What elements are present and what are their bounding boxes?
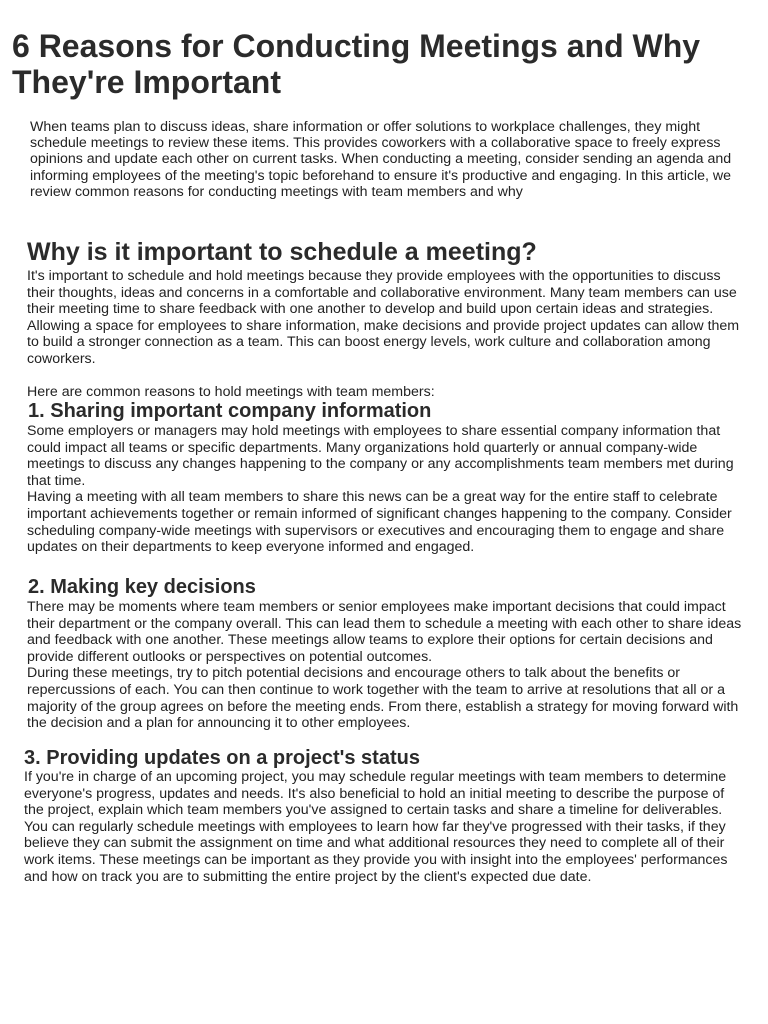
reason-1-paragraph-1: Some employers or managers may hold meetings with employees to share essential company information that could impact all teams or specific departments. Many organizations hold quarterly or annual company-wide meetings to discuss any changes happening to the company or any accomplishments team members met during that time. [27, 423, 734, 489]
article-title: 6 Reasons for Conducting Meetings and Why They're Important [12, 28, 701, 100]
reason-2-paragraph-2: During these meetings, try to pitch potential decisions and encourage others to talk about the benefits or repercussions of each. You can then continue to work together with the team to arrive at resolutions that all or a majority of the group agrees on before the meeting ends. From there, establish a strategy for moving forward with the decision and a plan for announcing it to other employees. [27, 665, 739, 732]
reasons-lead-in: Here are common reasons to hold meetings with team members: [27, 384, 435, 401]
reason-3-body [24, 769, 746, 885]
why-section-body [27, 268, 745, 401]
reason-2-paragraph-1: There may be moments where team members or senior employees make important decisions that could impact their department or the company overall. This can lead them to schedule a meeting with each other to share ideas and feedback with one another. These meetings allow teams to explore their options for certain decisions and provide different outlooks or perspectives on potential outcomes. [27, 599, 742, 665]
why-paragraph: It's important to schedule and hold meetings because they provide employees with the opportunities to discuss their thoughts, ideas and concerns in a comfortable and collaborative environment. Many team members can use their meeting time to share feedback with one another to develop and build upon certain ideas and strategies. Allowing a space for employees to share information, make decisions and provide project updates can allow them to build a stronger connection as a team. This can boost energy levels, work culture and collaboration among coworkers. [27, 268, 740, 367]
intro-paragraph: When teams plan to discuss ideas, share information or offer solutions to workplace challenges, they might schedule meetings to review these items. This provides coworkers with a collaborative space to freely express opinions and update each other on current tasks. When conducting a meeting, consider sending an agenda and informing employees of the meeting's topic beforehand to ensure it's productive and engaging. In this article, we review common reasons for conducting meetings with team members and why [30, 119, 732, 200]
why-section-heading: Why is it important to schedule a meeting? [27, 238, 537, 266]
reason-2-body [27, 599, 745, 732]
reason-2-heading: 2. Making key decisions [28, 576, 256, 598]
reason-3-heading: 3. Providing updates on a project's status [24, 747, 420, 769]
reason-3-paragraph-2: You can regularly schedule meetings with employees to learn how far they've progressed with their tasks, if they believe they can submit the assignment on time and what additional resources they need to complete all of their work items. These meetings can be important as they provide you with insight into the employees' performances and how on track you are to submitting the entire project by the client's expected due date. [24, 818, 728, 885]
reason-1-body [27, 423, 745, 556]
reason-1-paragraph-2: Having a meeting with all team members to share this news can be a great way for the entire staff to celebrate important achievements together or remain informed of significant changes happening to the company. Consider scheduling company-wide meetings with supervisors or executives and encouraging them to engage and share updates on their departments to keep everyone informed and engaged. [27, 489, 732, 556]
reason-1-heading: 1. Sharing important company information [28, 400, 432, 422]
reason-3-paragraph-1: If you're in charge of an upcoming project, you may schedule regular meetings with team members to determine everyone's progress, updates and needs. It's also beneficial to hold an initial meeting to describe the purpose of the project, explain which team members you've assigned to certain tasks and share a timeline for deliverables. [24, 769, 727, 819]
